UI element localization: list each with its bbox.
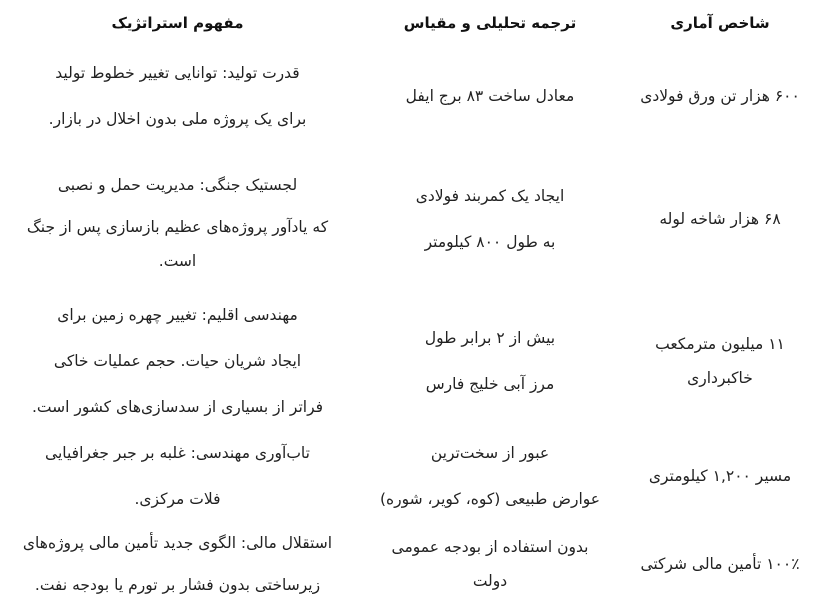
cell-line: عوارض طبیعی (کوه، کویر، شوره) <box>379 490 601 508</box>
cell-stat <box>625 292 815 430</box>
cell-line: زیرساختی بدون فشار بر تورم یا بودجه نفت. <box>34 576 321 594</box>
cell-line: تاب‌آوری مهندسی: غلبه بر جبر جغرافیایی <box>45 444 310 462</box>
cell-line: است. <box>158 252 197 270</box>
cell-concept <box>0 292 355 430</box>
cell-line: استقلال مالی: الگوی جدید تأمین مالی پروژه‌های <box>22 534 333 552</box>
table-header-row <box>0 0 815 46</box>
table-row <box>0 292 815 430</box>
cell-concept <box>0 46 355 146</box>
cell-line: که یادآور پروژه‌های عظیم بازسازی پس از جنگ <box>26 218 329 236</box>
cell-line: بیش از ۲ برابر طول <box>424 329 556 347</box>
cell-analysis <box>355 146 625 292</box>
header-analysis: ترجمه تحلیلی و مقیاس <box>403 14 577 32</box>
table-row <box>0 146 815 292</box>
cell-line: مسیر ۱,۲۰۰ کیلومتری <box>648 467 792 485</box>
cell-line: ایجاد شریان حیات. حجم عملیات خاکی <box>53 352 302 370</box>
cell-line: فلات مرکزی. <box>134 490 221 508</box>
table-row <box>0 430 815 522</box>
cell-line: مهندسی اقلیم: تغییر چهره زمین برای <box>57 306 298 324</box>
cell-line: بدون استفاده از بودجه عمومی <box>391 538 589 556</box>
cell-line: برای یک پروژه ملی بدون اخلال در بازار. <box>48 110 307 128</box>
cell-concept <box>0 522 355 606</box>
cell-line: ۶۰۰ هزار تن ورق فولادی <box>640 87 800 105</box>
cell-line: عبور از سخت‌ترین <box>430 444 550 462</box>
cell-stat <box>625 430 815 522</box>
cell-line: قدرت تولید: توانایی تغییر خطوط تولید <box>55 64 300 82</box>
cell-analysis <box>355 292 625 430</box>
cell-stat <box>625 46 815 146</box>
cell-concept <box>0 146 355 292</box>
cell-analysis <box>355 46 625 146</box>
cell-stat <box>625 522 815 606</box>
cell-line: مرز آبی خلیج فارس <box>425 375 555 393</box>
table-row <box>0 46 815 146</box>
cell-line: به طول ۸۰۰ کیلومتر <box>424 233 556 251</box>
cell-line: ۱۱ میلیون مترمکعب <box>655 335 785 353</box>
cell-line: فراتر از بسیاری از سدسازی‌های کشور است. <box>31 398 324 416</box>
cell-line: لجستیک جنگی: مدیریت حمل و نصبی <box>57 176 298 194</box>
cell-analysis <box>355 522 625 606</box>
table-row <box>0 522 815 606</box>
cell-line: ایجاد یک کمربند فولادی <box>415 187 565 205</box>
cell-analysis <box>355 430 625 522</box>
cell-line: ۱۰۰٪ تأمین مالی شرکتی <box>640 555 800 573</box>
cell-line: خاکبرداری <box>687 369 753 387</box>
cell-line: معادل ساخت ۸۳ برج ایفل <box>405 87 575 105</box>
header-stat: شاخص آماری <box>670 14 770 32</box>
header-concept: مفهوم استراتژیک <box>111 14 244 32</box>
cell-concept <box>0 430 355 522</box>
cell-stat <box>625 146 815 292</box>
cell-line: دولت <box>472 572 508 590</box>
cell-line: ۶۸ هزار شاخه لوله <box>659 210 781 228</box>
